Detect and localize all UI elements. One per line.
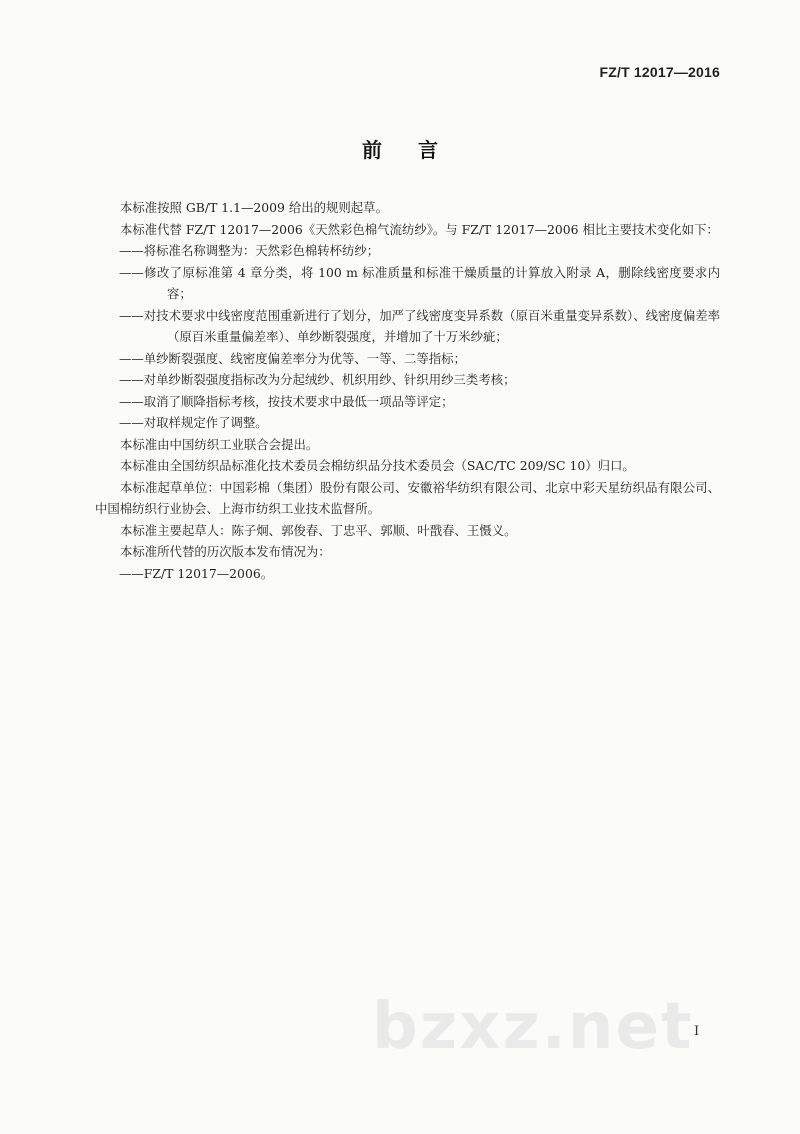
paragraph-replaces: 本标准代替 FZ/T 12017—2006《天然彩色棉气流纺纱》。与 FZ/T 12017—2006 相比主要技术变化如下： (120, 221, 719, 237)
paragraph-drafters: 本标准主要起草人：陈子炯、郭俊春、丁忠平、郭顺、叶戬春、王慑义。 (120, 522, 517, 538)
change-item-6: ——取消了顺降指标考核，按技术要求中最低一项品等评定； (119, 393, 454, 409)
change-item-3: ——对技术要求中线密度范围重新进行了划分，加严了线密度变异系数（原百米重量变异系数）、线密度偏差率（原百米重量偏差率）、单纱断裂强度，并增加了十万米纱疵； (119, 307, 720, 344)
change-item-4: ——单纱断裂强度、线密度偏差率分为优等、一等、二等指标； (119, 350, 466, 366)
change-item-1: ——将标准名称调整为：天然彩色棉转杯纺纱； (119, 243, 380, 258)
page-title: 前言 (362, 138, 474, 162)
watermark: bzxz.net (372, 990, 694, 1064)
change-item-7: ——对取样规定作了调整。 (119, 415, 268, 430)
change-item-5: ——对单纱断裂强度指标改为分起绒纱、机织用纱、针织用纱三类考核； (119, 372, 516, 387)
page-number: I (694, 1024, 700, 1039)
document-code: FZ/T 12017—2016 (599, 64, 720, 80)
change-item-2: ——修改了原标准第 4 章分类，将 100 m 标准质量和标准干燥质量的计算放入附录 A，删除线密度要求内容； (119, 264, 720, 301)
paragraph-under-jurisdiction: 本标准由全国纺织品标准化技术委员会棉纺织品分技术委员会（SAC/TC 209/SC 10）归口。 (120, 458, 635, 473)
paragraph-drafting-rules: 本标准按照 GB/T 1.1—2009 给出的规则起草。 (120, 200, 388, 215)
document-body (95, 197, 720, 584)
paragraph-proposed-by: 本标准由中国纺织工业联合会提出。 (120, 436, 319, 452)
paragraph-drafting-units: 本标准起草单位：中国彩棉（集团）股份有限公司、安徽裕华纺织有限公司、北京中彩天星纺织品有限公司、中国棉纺织行业协会、上海市纺织工业技术监督所。 (95, 479, 720, 516)
previous-edition-item: ——FZ/T 12017—2006。 (119, 565, 274, 581)
paragraph-previous-editions: 本标准所代替的历次版本发布情况为： (120, 544, 331, 559)
